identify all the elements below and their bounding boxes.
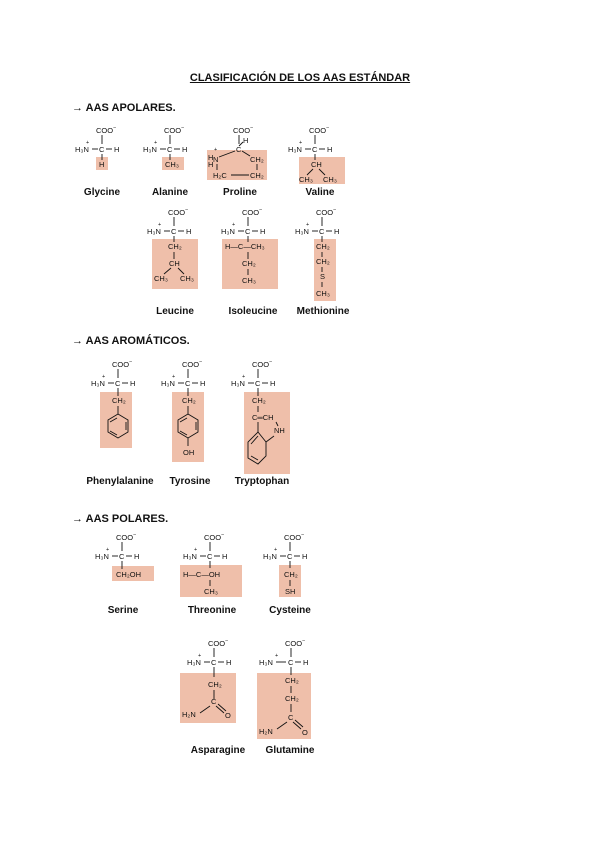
methionine-label: Methionine bbox=[296, 306, 350, 317]
svg-text:CH₃: CH₃ bbox=[323, 175, 337, 184]
asparagine-label: Asparagine bbox=[190, 745, 246, 756]
page-title: CLASIFICACIÓN DE LOS AAS ESTÁNDAR bbox=[189, 72, 411, 84]
svg-text:H: H bbox=[134, 552, 140, 561]
svg-text:−: − bbox=[302, 638, 306, 644]
svg-text:H₃N: H₃N bbox=[91, 379, 105, 388]
svg-text:COO: COO bbox=[208, 639, 226, 648]
cysteine-label: Cysteine bbox=[269, 605, 311, 616]
svg-text:C: C bbox=[167, 145, 173, 154]
svg-text:CH₂: CH₂ bbox=[316, 242, 330, 251]
svg-text:CH₃: CH₃ bbox=[204, 587, 218, 596]
svg-text:H: H bbox=[130, 379, 136, 388]
svg-text:H—C—CH₃: H—C—CH₃ bbox=[225, 242, 265, 251]
svg-text:H₂C: H₂C bbox=[213, 171, 227, 180]
svg-text:+: + bbox=[242, 374, 246, 380]
svg-text:CH₃: CH₃ bbox=[299, 175, 313, 184]
svg-text:C═CH: C═CH bbox=[252, 413, 274, 422]
svg-text:COO: COO bbox=[112, 360, 130, 369]
svg-text:CH: CH bbox=[311, 160, 322, 169]
svg-text:H₃N: H₃N bbox=[259, 658, 273, 667]
svg-text:CH₂: CH₂ bbox=[250, 155, 264, 164]
svg-text:CH₂: CH₂ bbox=[208, 680, 222, 689]
svg-text:CH₂: CH₂ bbox=[284, 570, 298, 579]
phenylalanine-structure bbox=[80, 358, 160, 493]
glutamine-label: Glutamine bbox=[265, 745, 315, 756]
svg-text:CH₂: CH₂ bbox=[250, 171, 264, 180]
phenylalanine-label: Phenylalanine bbox=[86, 476, 154, 487]
section-polar-heading: → AAS POLARES. bbox=[72, 513, 169, 525]
svg-text:CH₂: CH₂ bbox=[252, 396, 266, 405]
svg-text:H—C—OH: H—C—OH bbox=[183, 570, 221, 579]
svg-text:COO: COO bbox=[242, 208, 260, 217]
svg-text:COO: COO bbox=[309, 126, 327, 135]
svg-text:H: H bbox=[260, 227, 266, 236]
svg-text:COO: COO bbox=[116, 533, 134, 542]
svg-text:COO: COO bbox=[96, 126, 114, 135]
svg-text:CH₂: CH₂ bbox=[242, 259, 256, 268]
svg-text:+: + bbox=[214, 147, 218, 153]
svg-text:CH₂: CH₂ bbox=[285, 694, 299, 703]
svg-text:C: C bbox=[99, 145, 105, 154]
svg-text:H: H bbox=[99, 160, 105, 169]
svg-text:H₃N: H₃N bbox=[143, 145, 157, 154]
alanine-label: Alanine bbox=[151, 187, 189, 198]
svg-text:H₃N: H₃N bbox=[231, 379, 245, 388]
serine-structure bbox=[88, 531, 158, 626]
section-aromatic-heading: → AAS AROMÁTICOS. bbox=[72, 335, 190, 347]
svg-text:+: + bbox=[86, 140, 90, 146]
svg-text:H: H bbox=[226, 658, 232, 667]
svg-text:C: C bbox=[207, 552, 213, 561]
svg-text:N: N bbox=[213, 155, 219, 164]
svg-text:−: − bbox=[185, 207, 189, 213]
svg-text:H₂N: H₂N bbox=[182, 710, 196, 719]
svg-text:H: H bbox=[334, 227, 340, 236]
svg-text:H₃N: H₃N bbox=[187, 658, 201, 667]
svg-text:H₃N: H₃N bbox=[295, 227, 309, 236]
svg-text:+: + bbox=[106, 547, 110, 553]
svg-text:C: C bbox=[287, 552, 293, 561]
svg-text:+: + bbox=[306, 222, 310, 228]
isoleucine-structure bbox=[218, 206, 288, 321]
svg-text:−: − bbox=[301, 532, 305, 538]
svg-text:C: C bbox=[319, 227, 325, 236]
valine-structure bbox=[285, 124, 355, 204]
svg-text:H: H bbox=[200, 379, 206, 388]
svg-text:COO: COO bbox=[204, 533, 222, 542]
svg-text:−: − bbox=[326, 125, 330, 131]
svg-text:CH₃: CH₃ bbox=[165, 160, 179, 169]
svg-text:COO: COO bbox=[233, 126, 251, 135]
svg-text:S: S bbox=[320, 272, 326, 281]
svg-text:C: C bbox=[185, 379, 191, 388]
svg-text:CH₃: CH₃ bbox=[154, 274, 168, 283]
svg-text:O: O bbox=[225, 711, 231, 720]
alanine-structure bbox=[140, 124, 200, 204]
tryptophan-label: Tryptophan bbox=[234, 476, 290, 487]
glycine-label: Glycine bbox=[83, 187, 121, 198]
svg-text:H: H bbox=[303, 658, 309, 667]
svg-text:O: O bbox=[302, 728, 308, 737]
svg-text:COO: COO bbox=[182, 360, 200, 369]
svg-text:−: − bbox=[113, 125, 117, 131]
svg-text:CH₃: CH₃ bbox=[316, 289, 330, 298]
svg-text:CH₂: CH₂ bbox=[182, 396, 196, 405]
section-apolar-heading: → AAS APOLARES. bbox=[72, 102, 176, 114]
svg-text:C: C bbox=[211, 697, 217, 706]
svg-text:+: + bbox=[172, 374, 176, 380]
svg-text:COO: COO bbox=[252, 360, 270, 369]
proline-label: Proline bbox=[223, 187, 257, 198]
svg-text:−: − bbox=[199, 359, 203, 365]
svg-text:CH₃: CH₃ bbox=[180, 274, 194, 283]
svg-text:H₃N: H₃N bbox=[75, 145, 89, 154]
svg-text:+: + bbox=[154, 140, 158, 146]
svg-text:H: H bbox=[182, 145, 188, 154]
svg-text:C: C bbox=[115, 379, 121, 388]
svg-text:−: − bbox=[129, 359, 133, 365]
svg-text:OH: OH bbox=[183, 448, 195, 457]
cysteine-structure bbox=[255, 531, 325, 626]
svg-text:C: C bbox=[171, 227, 177, 236]
svg-text:−: − bbox=[181, 125, 185, 131]
svg-text:CH₂: CH₂ bbox=[168, 242, 182, 251]
svg-text:H: H bbox=[302, 552, 308, 561]
tryptophan-structure bbox=[222, 358, 302, 493]
svg-text:H₃N: H₃N bbox=[183, 552, 197, 561]
svg-text:CH: CH bbox=[169, 259, 180, 268]
threonine-label: Threonine bbox=[187, 605, 237, 616]
threonine-structure bbox=[172, 531, 252, 626]
svg-text:NH: NH bbox=[274, 426, 285, 435]
svg-text:H: H bbox=[186, 227, 192, 236]
svg-text:COO: COO bbox=[284, 533, 302, 542]
isoleucine-label: Isoleucine bbox=[228, 306, 278, 317]
svg-text:H₃N: H₃N bbox=[161, 379, 175, 388]
tyrosine-structure bbox=[160, 358, 220, 493]
svg-text:C: C bbox=[288, 658, 294, 667]
svg-text:H₂N: H₂N bbox=[259, 727, 273, 736]
leucine-structure bbox=[140, 206, 210, 321]
svg-text:H: H bbox=[327, 145, 333, 154]
svg-text:+: + bbox=[102, 374, 106, 380]
svg-text:C: C bbox=[312, 145, 318, 154]
svg-text:−: − bbox=[133, 532, 137, 538]
svg-text:COO: COO bbox=[285, 639, 303, 648]
svg-text:C: C bbox=[255, 379, 261, 388]
svg-text:C: C bbox=[236, 145, 242, 154]
svg-text:SH: SH bbox=[285, 587, 296, 596]
svg-text:−: − bbox=[221, 532, 225, 538]
proline-structure bbox=[205, 124, 275, 204]
svg-text:H: H bbox=[114, 145, 120, 154]
svg-text:+: + bbox=[274, 547, 278, 553]
svg-text:+: + bbox=[198, 653, 202, 659]
svg-text:CH₂: CH₂ bbox=[285, 676, 299, 685]
svg-text:+: + bbox=[275, 653, 279, 659]
svg-text:+: + bbox=[194, 547, 198, 553]
svg-text:+: + bbox=[299, 140, 303, 146]
svg-text:CH₂OH: CH₂OH bbox=[116, 570, 141, 579]
svg-text:COO: COO bbox=[168, 208, 186, 217]
svg-text:H: H bbox=[208, 153, 214, 162]
tyrosine-label: Tyrosine bbox=[169, 476, 211, 487]
svg-text:−: − bbox=[333, 207, 337, 213]
methionine-structure bbox=[288, 206, 358, 321]
svg-text:COO: COO bbox=[164, 126, 182, 135]
svg-text:C: C bbox=[119, 552, 125, 561]
glutamine-structure bbox=[255, 637, 325, 762]
svg-text:CH₂: CH₂ bbox=[112, 396, 126, 405]
svg-text:CH₂: CH₂ bbox=[316, 257, 330, 266]
svg-text:−: − bbox=[269, 359, 273, 365]
valine-label: Valine bbox=[305, 187, 335, 198]
svg-text:−: − bbox=[250, 125, 254, 131]
svg-text:+: + bbox=[158, 222, 162, 228]
svg-text:H: H bbox=[270, 379, 276, 388]
svg-text:H₃N: H₃N bbox=[288, 145, 302, 154]
glycine-structure bbox=[72, 124, 132, 204]
svg-text:CH₃: CH₃ bbox=[242, 276, 256, 285]
svg-text:+: + bbox=[232, 222, 236, 228]
svg-text:H: H bbox=[208, 160, 214, 169]
svg-text:−: − bbox=[259, 207, 263, 213]
svg-text:H₃N: H₃N bbox=[95, 552, 109, 561]
leucine-label: Leucine bbox=[156, 306, 194, 317]
asparagine-structure bbox=[178, 637, 258, 762]
svg-text:H: H bbox=[243, 136, 249, 145]
serine-label: Serine bbox=[107, 605, 139, 616]
svg-text:H: H bbox=[222, 552, 228, 561]
svg-text:C: C bbox=[245, 227, 251, 236]
svg-text:−: − bbox=[225, 638, 229, 644]
svg-text:C: C bbox=[288, 713, 294, 722]
svg-text:C: C bbox=[211, 658, 217, 667]
svg-text:COO: COO bbox=[316, 208, 334, 217]
svg-text:H₃N: H₃N bbox=[147, 227, 161, 236]
svg-text:H₃N: H₃N bbox=[263, 552, 277, 561]
svg-text:H₃N: H₃N bbox=[221, 227, 235, 236]
